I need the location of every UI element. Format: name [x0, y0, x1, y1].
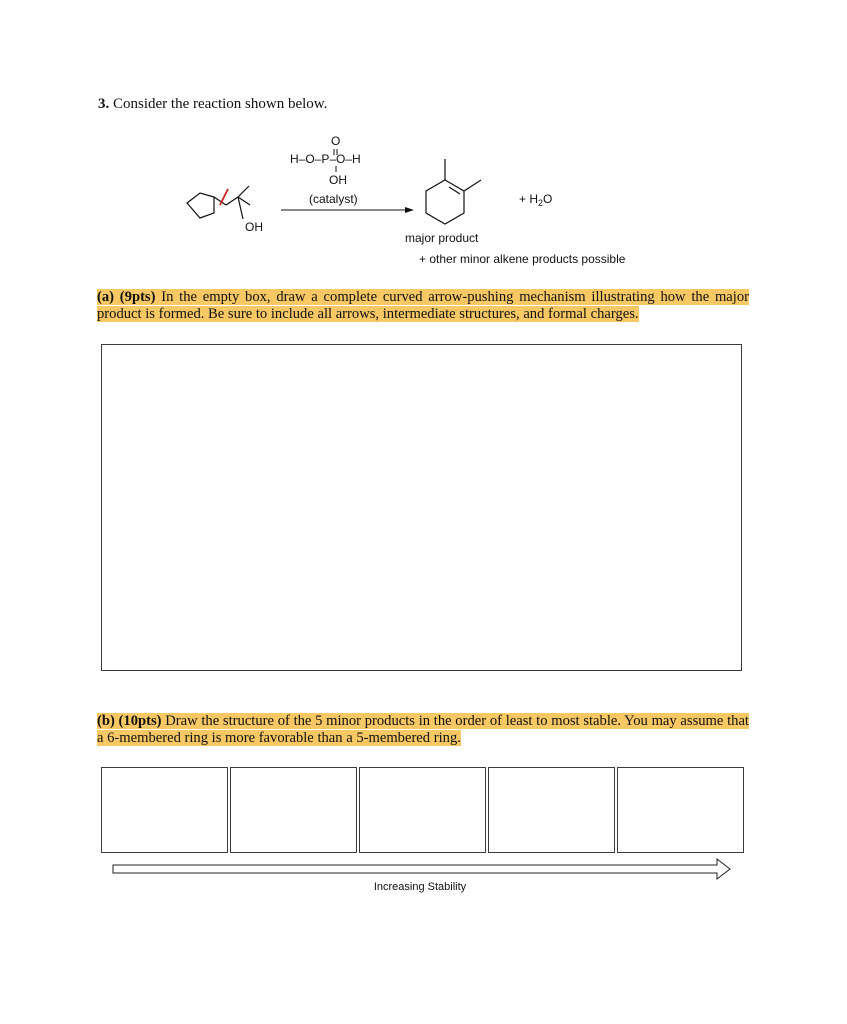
question-text: Consider the reaction shown below. — [113, 96, 328, 112]
part-a-label: (a) (9pts) — [97, 289, 156, 305]
minor-product-box-4[interactable] — [488, 767, 615, 853]
catalyst-structure — [290, 134, 361, 187]
major-product-label: major product — [405, 231, 479, 245]
part-a-text: In the empty box, draw a complete curved arrow-pushing mechanism illustrating how the major product is formed. Be sure to include all arrows, intermediate structures, and formal charges. — [97, 289, 749, 322]
minor-product-box-5[interactable] — [617, 767, 744, 853]
highlighted-bond — [220, 189, 228, 205]
catalyst-hydroxyl: OH — [329, 173, 347, 187]
part-b-instructions — [97, 713, 749, 747]
minor-product-box-1[interactable] — [101, 767, 228, 853]
catalyst-label: (catalyst) — [309, 192, 358, 206]
minor-products-note: + other minor alkene products possible — [419, 252, 626, 266]
reaction-scheme — [0, 0, 847, 280]
hydroxyl-label: OH — [245, 220, 263, 234]
catalyst-oxo-atom: O — [331, 134, 341, 148]
water-byproduct: + $H_2O$ — [519, 192, 553, 208]
question-number: 3. — [98, 96, 110, 112]
reaction-arrowhead — [405, 207, 414, 213]
part-b-text: Draw the structure of the 5 minor products in the order of least to most stable. You may assume that a 6-membered ring is more favorable than a 5-membered ring. — [97, 713, 749, 746]
reactant-structure — [187, 186, 250, 219]
product-structure — [426, 159, 481, 224]
minor-product-box-2[interactable] — [230, 767, 357, 853]
mechanism-answer-box[interactable] — [101, 344, 742, 671]
minor-product-box-3[interactable] — [359, 767, 486, 853]
part-a-instructions — [97, 289, 749, 323]
catalyst-main-row: H–O–P–O–H — [290, 152, 361, 166]
stability-label: Increasing Stability — [373, 881, 467, 893]
part-b-label: (b) (10pts) — [97, 713, 162, 729]
